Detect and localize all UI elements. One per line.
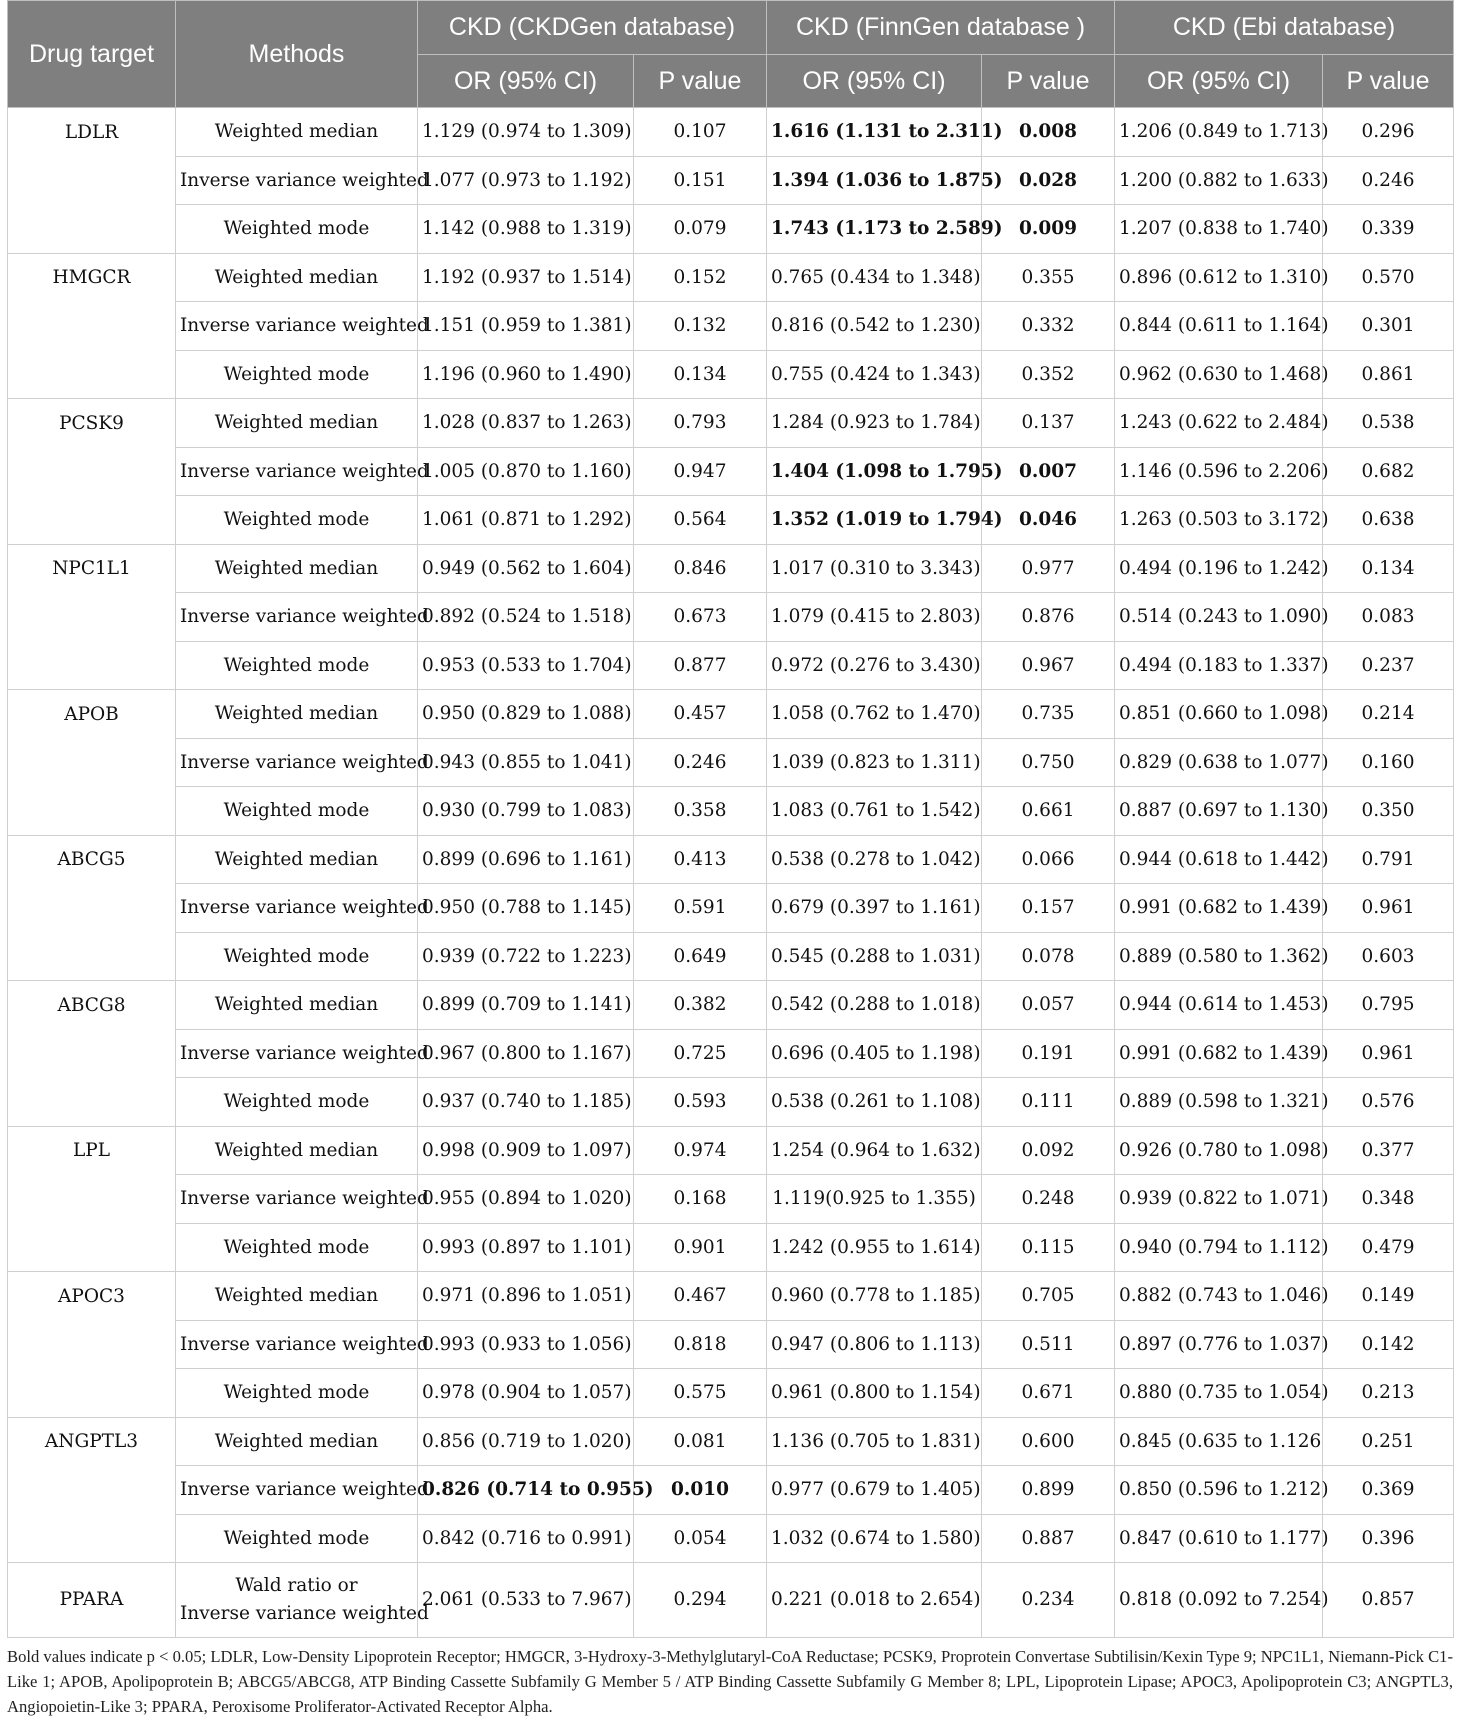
cell-or-finngen: 1.136 (0.705 to 1.831) (767, 1417, 982, 1466)
cell-p-ckdgen: 0.947 (634, 447, 767, 496)
cell-or-ckdgen: 0.937 (0.740 to 1.185) (418, 1078, 634, 1127)
cell-p-ebi: 0.142 (1323, 1320, 1454, 1369)
cell-or-ebi: 0.818 (0.092 to 7.254) (1115, 1563, 1323, 1638)
cell-drug-target (8, 1466, 176, 1515)
table-row (8, 738, 1454, 787)
cell-method: Weighted mode (176, 1078, 418, 1127)
table-footnote: Bold values indicate p < 0.05; LDLR, Low-Density Lipoprotein Receptor; HMGCR, 3-Hydroxy-3-Methylglutaryl-CoA Reductase; PCSK9, Proprotein Convertase Subtilisin/Kexin Type 9; NPC1L1, Niemann-Pick C1-Like 1; APOB, Apolipoprotein B; ABCG5/ABCG8, ATP Binding Cassette Subfamily G Member 5 / ATP Binding Cassette Subfamily G Member 8; LPL, Lipoprotein Lipase; APOC3, Apolipoprotein C3; ANGPTL3, Angiopoietin-Like 3; PPARA, Peroxisome Proliferator-Activated Receptor Alpha. (7, 1647, 1453, 1716)
cell-or-finngen: 0.545 (0.288 to 1.031) (767, 932, 982, 981)
cell-or-ebi: 0.940 (0.794 to 1.112) (1115, 1223, 1323, 1272)
cell-or-finngen: 0.765 (0.434 to 1.348) (767, 253, 982, 302)
table-row (8, 156, 1454, 205)
cell-or-finngen: 0.696 (0.405 to 1.198) (767, 1029, 982, 1078)
cell-or-ebi: 0.889 (0.580 to 1.362) (1115, 932, 1323, 981)
table-row (8, 302, 1454, 351)
cell-method: Weighted median (176, 399, 418, 448)
cell-or-ckdgen: 0.826 (0.714 to 0.955) (418, 1466, 634, 1515)
table-row (8, 1369, 1454, 1418)
cell-or-finngen: 1.284 (0.923 to 1.784) (767, 399, 982, 448)
cell-p-ebi: 0.576 (1323, 1078, 1454, 1127)
cell-method: Weighted mode (176, 932, 418, 981)
cell-drug-target (8, 205, 176, 254)
mr-results-table (7, 0, 1454, 1638)
cell-p-ckdgen: 0.151 (634, 156, 767, 205)
cell-p-finngen: 0.009 (982, 205, 1115, 254)
cell-or-finngen: 1.079 (0.415 to 2.803) (767, 593, 982, 642)
table-row (8, 981, 1454, 1030)
cell-p-ckdgen: 0.294 (634, 1563, 767, 1638)
cell-or-finngen: 1.039 (0.823 to 1.311) (767, 738, 982, 787)
cell-drug-target: APOC3 (8, 1272, 176, 1321)
cell-or-ckdgen: 0.971 (0.896 to 1.051) (418, 1272, 634, 1321)
cell-method: Inverse variance weighted (176, 1320, 418, 1369)
cell-drug-target (8, 641, 176, 690)
cell-p-ckdgen: 0.246 (634, 738, 767, 787)
cell-p-ebi: 0.603 (1323, 932, 1454, 981)
table-row (8, 350, 1454, 399)
cell-or-finngen: 1.394 (1.036 to 1.875) (767, 156, 982, 205)
cell-p-finngen: 0.008 (982, 108, 1115, 157)
cell-or-finngen: 1.743 (1.173 to 2.589) (767, 205, 982, 254)
cell-or-ckdgen: 0.930 (0.799 to 1.083) (418, 787, 634, 836)
cell-drug-target (8, 1029, 176, 1078)
cell-or-ebi: 0.829 (0.638 to 1.077) (1115, 738, 1323, 787)
cell-p-ckdgen: 0.079 (634, 205, 767, 254)
header-group-finngen: CKD (FinnGen database ) (767, 1, 1115, 55)
cell-p-ckdgen: 0.593 (634, 1078, 767, 1127)
cell-p-finngen: 0.234 (982, 1563, 1115, 1638)
cell-or-finngen: 0.542 (0.288 to 1.018) (767, 981, 982, 1030)
table-row (8, 108, 1454, 157)
cell-method: Inverse variance weighted (176, 156, 418, 205)
cell-p-ckdgen: 0.725 (634, 1029, 767, 1078)
cell-or-ebi: 0.939 (0.822 to 1.071) (1115, 1175, 1323, 1224)
cell-p-finngen: 0.191 (982, 1029, 1115, 1078)
cell-or-ebi: 1.263 (0.503 to 3.172) (1115, 496, 1323, 545)
cell-p-ebi: 0.369 (1323, 1466, 1454, 1515)
header-group-ebi: CKD (Ebi database) (1115, 1, 1454, 55)
cell-or-ckdgen: 1.077 (0.973 to 1.192) (418, 156, 634, 205)
cell-p-ckdgen: 0.901 (634, 1223, 767, 1272)
results-table-container (7, 0, 1453, 1638)
table-row (8, 253, 1454, 302)
cell-or-finngen: 1.254 (0.964 to 1.632) (767, 1126, 982, 1175)
cell-method: Inverse variance weighted (176, 593, 418, 642)
cell-p-ckdgen: 0.010 (634, 1466, 767, 1515)
cell-p-ebi: 0.160 (1323, 738, 1454, 787)
cell-drug-target: ANGPTL3 (8, 1417, 176, 1466)
cell-method-line1: Wald ratio or (235, 1575, 358, 1596)
cell-or-ebi: 0.882 (0.743 to 1.046) (1115, 1272, 1323, 1321)
header-or-finngen: OR (95% CI) (767, 55, 982, 108)
table-row (8, 1175, 1454, 1224)
cell-or-ckdgen: 0.856 (0.719 to 1.020) (418, 1417, 634, 1466)
cell-p-finngen: 0.887 (982, 1514, 1115, 1563)
cell-or-ebi: 0.844 (0.611 to 1.164) (1115, 302, 1323, 351)
header-p-finngen: P value (982, 55, 1115, 108)
cell-drug-target (8, 1223, 176, 1272)
cell-or-ebi: 1.200 (0.882 to 1.633) (1115, 156, 1323, 205)
table-row (8, 447, 1454, 496)
table-row (8, 1514, 1454, 1563)
cell-or-ckdgen: 2.061 (0.533 to 7.967) (418, 1563, 634, 1638)
cell-or-finngen: 1.242 (0.955 to 1.614) (767, 1223, 982, 1272)
cell-method: Weighted mode (176, 1514, 418, 1563)
cell-p-ckdgen: 0.591 (634, 884, 767, 933)
cell-p-ckdgen: 0.054 (634, 1514, 767, 1563)
cell-p-ebi: 0.083 (1323, 593, 1454, 642)
cell-p-finngen: 0.661 (982, 787, 1115, 836)
cell-method: Weighted median (176, 544, 418, 593)
cell-or-finngen: 0.947 (0.806 to 1.113) (767, 1320, 982, 1369)
cell-p-ebi: 0.149 (1323, 1272, 1454, 1321)
table-row (8, 1078, 1454, 1127)
cell-drug-target: LPL (8, 1126, 176, 1175)
cell-p-ckdgen: 0.673 (634, 593, 767, 642)
cell-or-ckdgen: 0.842 (0.716 to 0.991) (418, 1514, 634, 1563)
cell-p-ebi: 0.339 (1323, 205, 1454, 254)
cell-method: Weighted mode (176, 1369, 418, 1418)
cell-or-ckdgen: 0.939 (0.722 to 1.223) (418, 932, 634, 981)
cell-p-ebi: 0.961 (1323, 884, 1454, 933)
cell-method: Inverse variance weighted (176, 302, 418, 351)
table-row (8, 544, 1454, 593)
cell-p-ebi: 0.795 (1323, 981, 1454, 1030)
cell-p-ebi: 0.961 (1323, 1029, 1454, 1078)
cell-drug-target: LDLR (8, 108, 176, 157)
cell-method: Weighted mode (176, 641, 418, 690)
cell-method: Inverse variance weighted (176, 884, 418, 933)
table-row (8, 690, 1454, 739)
cell-or-finngen: 0.960 (0.778 to 1.185) (767, 1272, 982, 1321)
cell-p-finngen: 0.248 (982, 1175, 1115, 1224)
cell-p-finngen: 0.157 (982, 884, 1115, 933)
cell-p-finngen: 0.078 (982, 932, 1115, 981)
cell-or-ckdgen: 0.899 (0.696 to 1.161) (418, 835, 634, 884)
cell-or-finngen: 0.961 (0.800 to 1.154) (767, 1369, 982, 1418)
cell-or-finngen: 0.221 (0.018 to 2.654) (767, 1563, 982, 1638)
cell-p-ebi: 0.251 (1323, 1417, 1454, 1466)
cell-method: Inverse variance weighted (176, 1029, 418, 1078)
cell-or-ebi: 0.850 (0.596 to 1.212) (1115, 1466, 1323, 1515)
cell-p-ckdgen: 0.081 (634, 1417, 767, 1466)
cell-p-ckdgen: 0.107 (634, 108, 767, 157)
table-row (8, 1029, 1454, 1078)
cell-p-ebi: 0.791 (1323, 835, 1454, 884)
table-row (8, 641, 1454, 690)
cell-p-finngen: 0.876 (982, 593, 1115, 642)
table-row (8, 1320, 1454, 1369)
cell-p-ckdgen: 0.413 (634, 835, 767, 884)
cell-drug-target (8, 884, 176, 933)
cell-or-finngen: 1.058 (0.762 to 1.470) (767, 690, 982, 739)
cell-p-ebi: 0.570 (1323, 253, 1454, 302)
cell-or-ckdgen: 0.949 (0.562 to 1.604) (418, 544, 634, 593)
cell-p-finngen: 0.007 (982, 447, 1115, 496)
cell-method (176, 1563, 429, 1638)
cell-drug-target: APOB (8, 690, 176, 739)
table-row (8, 884, 1454, 933)
cell-p-ckdgen: 0.793 (634, 399, 767, 448)
cell-or-ebi: 0.889 (0.598 to 1.321) (1115, 1078, 1323, 1127)
cell-or-ebi: 0.514 (0.243 to 1.090) (1115, 593, 1323, 642)
cell-or-finngen: 0.972 (0.276 to 3.430) (767, 641, 982, 690)
table-row (8, 205, 1454, 254)
cell-p-finngen: 0.137 (982, 399, 1115, 448)
cell-or-ckdgen: 0.899 (0.709 to 1.141) (418, 981, 634, 1030)
cell-p-ckdgen: 0.457 (634, 690, 767, 739)
cell-drug-target (8, 932, 176, 981)
cell-drug-target (8, 787, 176, 836)
cell-p-ebi: 0.214 (1323, 690, 1454, 739)
cell-p-finngen: 0.977 (982, 544, 1115, 593)
cell-or-ebi: 0.887 (0.697 to 1.130) (1115, 787, 1323, 836)
cell-or-finngen: 1.017 (0.310 to 3.343) (767, 544, 982, 593)
table-row (8, 593, 1454, 642)
cell-method: Weighted mode (176, 205, 418, 254)
table-row (8, 1417, 1454, 1466)
cell-p-finngen: 0.511 (982, 1320, 1115, 1369)
cell-p-ebi: 0.134 (1323, 544, 1454, 593)
cell-p-finngen: 0.750 (982, 738, 1115, 787)
cell-or-ckdgen: 0.978 (0.904 to 1.057) (418, 1369, 634, 1418)
cell-p-ebi: 0.377 (1323, 1126, 1454, 1175)
cell-or-ckdgen: 0.943 (0.855 to 1.041) (418, 738, 634, 787)
cell-method: Weighted median (176, 690, 418, 739)
cell-p-ebi: 0.301 (1323, 302, 1454, 351)
cell-or-ebi: 0.896 (0.612 to 1.310) (1115, 253, 1323, 302)
cell-p-ebi: 0.213 (1323, 1369, 1454, 1418)
cell-or-ckdgen: 0.993 (0.897 to 1.101) (418, 1223, 634, 1272)
cell-or-ebi: 1.146 (0.596 to 2.206) (1115, 447, 1323, 496)
cell-or-finngen: 0.538 (0.261 to 1.108) (767, 1078, 982, 1127)
header-or-ebi: OR (95% CI) (1115, 55, 1323, 108)
cell-or-finngen: 1.404 (1.098 to 1.795) (767, 447, 982, 496)
cell-p-ckdgen: 0.877 (634, 641, 767, 690)
cell-or-finngen: 1.352 (1.019 to 1.794) (767, 496, 982, 545)
table-row (8, 1223, 1454, 1272)
header-drug-target: Drug target (8, 1, 176, 108)
table-row (8, 1272, 1454, 1321)
cell-p-finngen: 0.671 (982, 1369, 1115, 1418)
cell-drug-target: PCSK9 (8, 399, 176, 448)
header-group-ckdgen: CKD (CKDGen database) (418, 1, 767, 55)
cell-or-ebi: 0.851 (0.660 to 1.098) (1115, 690, 1323, 739)
cell-drug-target (8, 593, 176, 642)
cell-p-ebi: 0.246 (1323, 156, 1454, 205)
cell-p-finngen: 0.332 (982, 302, 1115, 351)
cell-drug-target: PPARA (8, 1563, 176, 1638)
cell-or-ckdgen: 0.950 (0.788 to 1.145) (418, 884, 634, 933)
cell-or-ckdgen: 0.998 (0.909 to 1.097) (418, 1126, 634, 1175)
cell-or-ckdgen: 1.061 (0.871 to 1.292) (418, 496, 634, 545)
cell-drug-target (8, 447, 176, 496)
cell-or-ebi: 0.991 (0.682 to 1.439) (1115, 1029, 1323, 1078)
table-row (8, 932, 1454, 981)
cell-method-line2: Inverse variance weighted (180, 1603, 429, 1624)
cell-p-ebi: 0.348 (1323, 1175, 1454, 1224)
table-row (8, 1466, 1454, 1515)
cell-p-finngen: 0.705 (982, 1272, 1115, 1321)
cell-or-finngen: 0.679 (0.397 to 1.161) (767, 884, 982, 933)
cell-or-ebi: 0.962 (0.630 to 1.468) (1115, 350, 1323, 399)
cell-p-ckdgen: 0.564 (634, 496, 767, 545)
cell-method: Inverse variance weighted (176, 1175, 418, 1224)
cell-drug-target (8, 1320, 176, 1369)
cell-p-finngen: 0.111 (982, 1078, 1115, 1127)
cell-or-finngen: 1.616 (1.131 to 2.311) (767, 108, 982, 157)
cell-p-ebi: 0.350 (1323, 787, 1454, 836)
cell-p-finngen: 0.352 (982, 350, 1115, 399)
cell-p-ckdgen: 0.358 (634, 787, 767, 836)
cell-p-finngen: 0.899 (982, 1466, 1115, 1515)
cell-method: Weighted median (176, 835, 418, 884)
cell-or-ebi: 0.926 (0.780 to 1.098) (1115, 1126, 1323, 1175)
cell-p-ckdgen: 0.382 (634, 981, 767, 1030)
cell-p-ckdgen: 0.152 (634, 253, 767, 302)
cell-p-ckdgen: 0.467 (634, 1272, 767, 1321)
cell-drug-target (8, 496, 176, 545)
cell-p-ebi: 0.861 (1323, 350, 1454, 399)
cell-or-ebi: 0.944 (0.618 to 1.442) (1115, 835, 1323, 884)
cell-p-ckdgen: 0.818 (634, 1320, 767, 1369)
cell-or-ckdgen: 1.142 (0.988 to 1.319) (418, 205, 634, 254)
cell-or-finngen: 1.119(0.925 to 1.355) (767, 1175, 982, 1224)
cell-drug-target: ABCG8 (8, 981, 176, 1030)
cell-or-ebi: 0.991 (0.682 to 1.439) (1115, 884, 1323, 933)
cell-or-finngen: 0.977 (0.679 to 1.405) (767, 1466, 982, 1515)
cell-drug-target (8, 738, 176, 787)
cell-or-ebi: 0.897 (0.776 to 1.037) (1115, 1320, 1323, 1369)
cell-p-ebi: 0.682 (1323, 447, 1454, 496)
table-row (8, 787, 1454, 836)
cell-p-finngen: 0.355 (982, 253, 1115, 302)
cell-drug-target (8, 1514, 176, 1563)
cell-or-ckdgen: 1.028 (0.837 to 1.263) (418, 399, 634, 448)
cell-p-finngen: 0.092 (982, 1126, 1115, 1175)
cell-drug-target: ABCG5 (8, 835, 176, 884)
cell-or-ebi: 0.944 (0.614 to 1.453) (1115, 981, 1323, 1030)
header-methods: Methods (176, 1, 418, 108)
cell-or-ebi: 0.880 (0.735 to 1.054) (1115, 1369, 1323, 1418)
cell-p-finngen: 0.600 (982, 1417, 1115, 1466)
cell-p-ckdgen: 0.974 (634, 1126, 767, 1175)
cell-or-ckdgen: 0.892 (0.524 to 1.518) (418, 593, 634, 642)
cell-or-finngen: 1.083 (0.761 to 1.542) (767, 787, 982, 836)
cell-or-ckdgen: 0.950 (0.829 to 1.088) (418, 690, 634, 739)
cell-drug-target (8, 1175, 176, 1224)
cell-drug-target (8, 156, 176, 205)
table-row (8, 399, 1454, 448)
cell-p-ckdgen: 0.846 (634, 544, 767, 593)
cell-p-finngen: 0.028 (982, 156, 1115, 205)
cell-p-finngen: 0.066 (982, 835, 1115, 884)
cell-or-ebi: 0.847 (0.610 to 1.177) (1115, 1514, 1323, 1563)
cell-or-finngen: 0.538 (0.278 to 1.042) (767, 835, 982, 884)
cell-or-ckdgen: 1.151 (0.959 to 1.381) (418, 302, 634, 351)
cell-or-finngen: 1.032 (0.674 to 1.580) (767, 1514, 982, 1563)
cell-p-ckdgen: 0.132 (634, 302, 767, 351)
cell-drug-target (8, 302, 176, 351)
cell-or-ebi: 0.494 (0.183 to 1.337) (1115, 641, 1323, 690)
cell-method: Weighted median (176, 1417, 418, 1466)
cell-p-finngen: 0.115 (982, 1223, 1115, 1272)
cell-drug-target: NPC1L1 (8, 544, 176, 593)
cell-p-ebi: 0.396 (1323, 1514, 1454, 1563)
cell-method: Weighted median (176, 253, 418, 302)
cell-or-ckdgen: 0.967 (0.800 to 1.167) (418, 1029, 634, 1078)
cell-or-ebi: 1.243 (0.622 to 2.484) (1115, 399, 1323, 448)
cell-or-ckdgen: 1.192 (0.937 to 1.514) (418, 253, 634, 302)
cell-or-ckdgen: 1.005 (0.870 to 1.160) (418, 447, 634, 496)
cell-or-ckdgen: 0.993 (0.933 to 1.056) (418, 1320, 634, 1369)
cell-method: Weighted mode (176, 496, 418, 545)
cell-method: Weighted median (176, 1126, 418, 1175)
cell-drug-target (8, 1078, 176, 1127)
cell-method: Weighted median (176, 108, 418, 157)
cell-method: Weighted mode (176, 787, 418, 836)
cell-method: Inverse variance weighted (176, 738, 418, 787)
cell-or-ckdgen: 0.955 (0.894 to 1.020) (418, 1175, 634, 1224)
cell-p-finngen: 0.735 (982, 690, 1115, 739)
cell-p-ckdgen: 0.134 (634, 350, 767, 399)
cell-or-ckdgen: 1.196 (0.960 to 1.490) (418, 350, 634, 399)
cell-drug-target (8, 350, 176, 399)
cell-method: Weighted median (176, 981, 418, 1030)
cell-drug-target: HMGCR (8, 253, 176, 302)
cell-drug-target (8, 1369, 176, 1418)
cell-p-ebi: 0.479 (1323, 1223, 1454, 1272)
header-p-ebi: P value (1323, 55, 1454, 108)
cell-p-ckdgen: 0.575 (634, 1369, 767, 1418)
cell-method: Weighted median (176, 1272, 418, 1321)
cell-or-ebi: 1.206 (0.849 to 1.713) (1115, 108, 1323, 157)
header-or-ckdgen: OR (95% CI) (418, 55, 634, 108)
cell-p-ebi: 0.296 (1323, 108, 1454, 157)
table-row (8, 1563, 1454, 1638)
table-row (8, 835, 1454, 884)
table-row (8, 496, 1454, 545)
cell-p-ebi: 0.638 (1323, 496, 1454, 545)
cell-method: Inverse variance weighted (176, 1466, 418, 1515)
cell-p-ebi: 0.538 (1323, 399, 1454, 448)
cell-or-finngen: 0.816 (0.542 to 1.230) (767, 302, 982, 351)
cell-p-ebi: 0.857 (1323, 1563, 1454, 1638)
table-body (8, 108, 1454, 1638)
cell-or-finngen: 0.755 (0.424 to 1.343) (767, 350, 982, 399)
cell-or-ckdgen: 1.129 (0.974 to 1.309) (418, 108, 634, 157)
cell-method: Weighted mode (176, 350, 418, 399)
table-row (8, 1126, 1454, 1175)
cell-p-finngen: 0.046 (982, 496, 1115, 545)
cell-or-ckdgen: 0.953 (0.533 to 1.704) (418, 641, 634, 690)
cell-p-finngen: 0.057 (982, 981, 1115, 1030)
header-p-ckdgen: P value (634, 55, 767, 108)
cell-p-ckdgen: 0.649 (634, 932, 767, 981)
cell-method: Inverse variance weighted (176, 447, 418, 496)
cell-or-ebi: 0.845 (0.635 to 1.126 (1115, 1417, 1323, 1466)
cell-method: Weighted mode (176, 1223, 418, 1272)
cell-p-finngen: 0.967 (982, 641, 1115, 690)
cell-p-ckdgen: 0.168 (634, 1175, 767, 1224)
cell-p-ebi: 0.237 (1323, 641, 1454, 690)
cell-or-ebi: 1.207 (0.838 to 1.740) (1115, 205, 1323, 254)
cell-or-ebi: 0.494 (0.196 to 1.242) (1115, 544, 1323, 593)
